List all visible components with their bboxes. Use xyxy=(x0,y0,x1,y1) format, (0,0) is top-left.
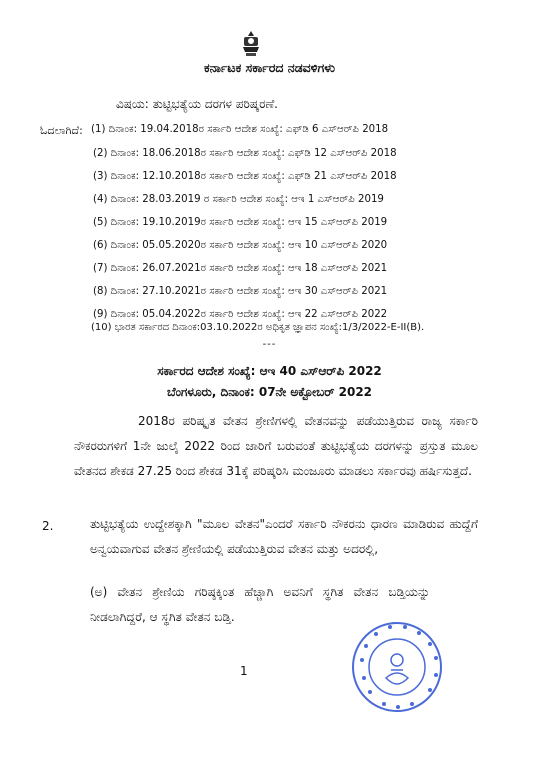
paragraph-number: 2. xyxy=(42,519,54,533)
reference-item: (7) ದಿನಾಂಕ: 26.07.2021ರ ಸರ್ಕಾರಿ ಆದೇಶ ಸಂಖ್ಯೆ: ಆಇ 18 ಎಸ್‌ಆರ್‌ಪಿ 2021 xyxy=(93,263,388,274)
reference-item: (9) ದಿನಾಂಕ: 05.04.2022ರ ಸರ್ಕಾರಿ ಆದೇಶ ಸಂಖ್ಯೆ: ಆಇ 22 ಎಸ್‌ಆರ್‌ಪಿ 2022 xyxy=(93,309,388,320)
reference-item: (5) ದಿನಾಂಕ: 19.10.2019ರ ಸರ್ಕಾರಿ ಆದೇಶ ಸಂಖ್ಯೆ: ಆಇ 15 ಎಸ್‌ಆರ್‌ಪಿ 2019 xyxy=(93,217,388,228)
order-place-date: ಬೆಂಗಳೂರು, ದಿನಾಂಕ: 07ನೇ ಅಕ್ಟೋಬರ್ 2022 xyxy=(166,385,373,399)
reference-item: (1) ದಿನಾಂಕ: 19.04.2018ರ ಸರ್ಕಾರಿ ಆದೇಶ ಸಂಖ್ಯೆ: ಎಫ್‌ಡಿ 6 ಎಸ್‌ಆರ್‌ಪಿ 2018 xyxy=(91,124,389,135)
reference-item: (6) ದಿನಾಂಕ: 05.05.2020ರ ಸರ್ಕಾರಿ ಆದೇಶ ಸಂಖ್ಯೆ: ಆಇ 10 ಎಸ್‌ಆರ್‌ಪಿ 2020 xyxy=(93,240,388,251)
separator: --- xyxy=(262,339,277,350)
subject-line: ವಿಷಯ: ತುಟ್ಟಿಭತ್ಯೆಯ ದರಗಳ ಪರಿಷ್ಕರಣೆ. xyxy=(116,97,278,111)
official-seal-icon xyxy=(350,620,444,714)
document-title: ಕರ್ನಾಟಕ ಸರ್ಕಾರದ ನಡವಳಿಗಳು xyxy=(203,60,336,75)
reference-item: (4) ದಿನಾಂಕ: 28.03.2019 ರ ಸರ್ಕಾರಿ ಆದೇಶ ಸಂಖ್ಯೆ: ಆಇ 1 ಎಸ್‌ಆರ್‌ಪಿ 2019 xyxy=(93,194,384,205)
read-label: ಓದಲಾಗಿದೆ: xyxy=(40,124,83,137)
order-number: ಸರ್ಕಾರದ ಆದೇಶ ಸಂಖ್ಯೆ: ಆಇ 40 ಎಸ್‌ಆರ್‌ಪಿ 2022 xyxy=(157,364,382,378)
body-paragraph-1: 2018ರ ಪರಿಷ್ಕೃತ ವೇತನ ಶ್ರೇಣಿಗಳಲ್ಲಿ ವೇತನವನ್ನು ಪಡೆಯುತ್ತಿರುವ ರಾಜ್ಯ ಸರ್ಕಾರಿ ನೌಕರರುಗಳಿಗೆ 1ನೇ ಜುಲೈ 2022 ರಿಂದ ಜಾರಿಗೆ ಬರುವಂತೆ ತುಟ್ಟಿಭತ್ಯೆಯ ದರಗಳನ್ನು ಪ್ರಸ್ತುತ ಮೂಲ ವೇತನದ ಶೇಕಡ 27.25 ರಿಂದ ಶೇಕಡ 31ಕ್ಕೆ ಪರಿಷ್ಕರಿಸಿ ಮಂಜೂರು ಮಾಡಲು ಸರ್ಕಾರವು ಹರ್ಷಿಸುತ್ತದೆ. xyxy=(74,414,478,478)
page-number: 1 xyxy=(240,664,248,678)
body-paragraph-3: (ಅ) ವೇತನ ಶ್ರೇಣಿಯ ಗರಿಷ್ಠಕ್ಕಿಂತ ಹೆಚ್ಚಾಗಿ ಅವನಿಗೆ ಸ್ಥಗಿತ ವೇತನ ಬಡ್ತಿಯನ್ನು ನೀಡಲಾಗಿದ್ದರೆ, ಆ ಸ್ಥಗಿತ ವೇತನ ಬಡ್ತಿ. xyxy=(90,585,430,624)
reference-item: (2) ದಿನಾಂಕ: 18.06.2018ರ ಸರ್ಕಾರಿ ಆದೇಶ ಸಂಖ್ಯೆ: ಎಫ್‌ಡಿ 12 ಎಸ್‌ಆರ್‌ಪಿ 2018 xyxy=(93,148,397,159)
body-paragraph-2: ತುಟ್ಟಿಭತ್ಯೆಯ ಉದ್ದೇಶಕ್ಕಾಗಿ "ಮೂಲ ವೇತನ"ಎಂದರೆ ಸರ್ಕಾರಿ ನೌಕರನು ಧಾರಣ ಮಾಡಿರುವ ಹುದ್ದೆಗೆ ಅನ್ವಯವಾಗುವ ವೇತನ ಶ್ರೇಣಿಯಲ್ಲಿ ಪಡೆಯುತ್ತಿರುವ ವೇತನ ಮತ್ತು ಅದರಲ್ಲಿ, xyxy=(90,517,478,556)
reference-item: (10) ಭಾರತ ಸರ್ಕಾರದ ದಿನಾಂಕ:03.10.2022ರ ಅಧಿಕೃತ ಜ್ಞಾಪನ ಸಂಖ್ಯೆ:1/3/2022-E-II(B). xyxy=(91,322,425,333)
reference-item: (8) ದಿನಾಂಕ: 27.10.2021ರ ಸರ್ಕಾರಿ ಆದೇಶ ಸಂಖ್ಯೆ: ಆಇ 30 ಎಸ್‌ಆರ್‌ಪಿ 2021 xyxy=(93,286,388,297)
reference-item: (3) ದಿನಾಂಕ: 12.10.2018ರ ಸರ್ಕಾರಿ ಆದೇಶ ಸಂಖ್ಯೆ: ಎಫ್‌ಡಿ 21 ಎಸ್‌ಆರ್‌ಪಿ 2018 xyxy=(93,171,397,182)
karnataka-emblem-icon xyxy=(240,30,262,58)
